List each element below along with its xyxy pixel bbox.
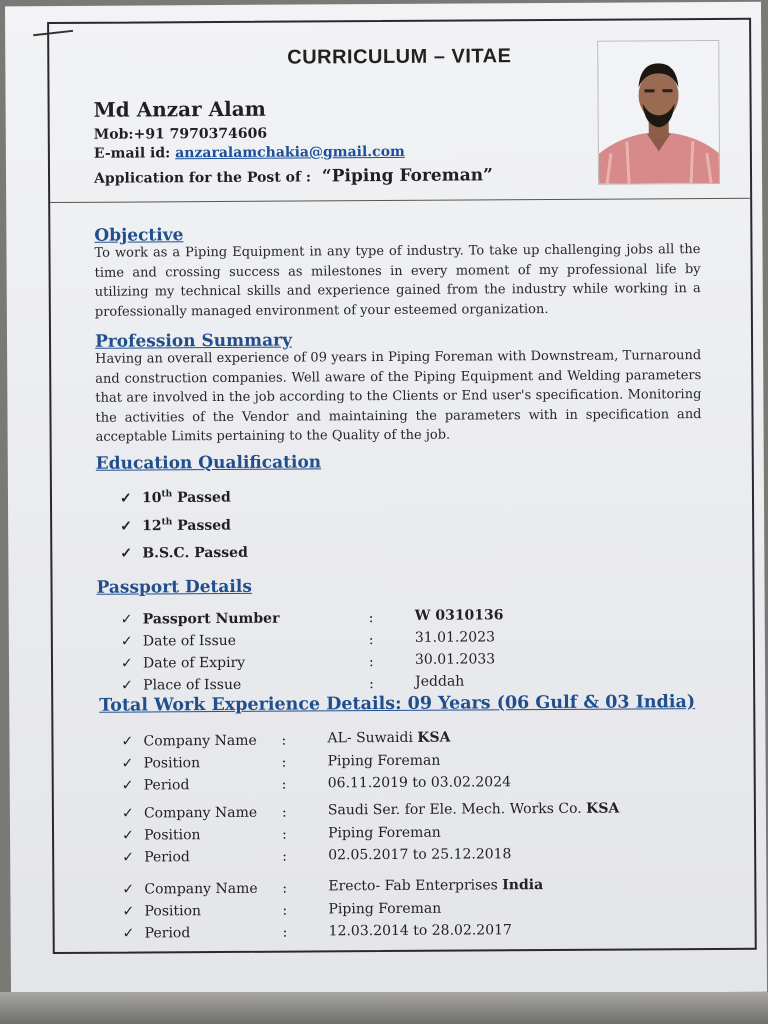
summary-heading: Profession Summary (94, 330, 292, 352)
candidate-name: Md Anzar Alam (93, 96, 266, 122)
check-icon: ✓ (122, 925, 135, 942)
check-icon: ✓ (120, 655, 133, 672)
passport-row (121, 633, 236, 650)
education-item: ✓ 10th Passed (119, 489, 231, 507)
colon: : (282, 848, 287, 865)
colon: : (369, 676, 374, 693)
education-item: ✓ B.S.C. Passed (120, 544, 248, 562)
objective-heading: Objective (94, 225, 184, 246)
header-divider (50, 198, 750, 203)
mobile-line (94, 126, 267, 143)
passport-row (121, 611, 280, 628)
job-position: Piping Foreman (327, 752, 441, 770)
check-icon: ✓ (122, 827, 134, 844)
colon: : (281, 732, 287, 749)
colon: : (281, 804, 287, 821)
email-link[interactable]: anzaralamchakia@gmail.com (175, 143, 405, 162)
colon: : (281, 776, 287, 793)
passport-value: 31.01.2023 (414, 629, 496, 646)
job-period: 12.03.2014 to 28.02.2017 (328, 922, 512, 940)
desk-surface (0, 992, 768, 1024)
job-company-row: ✓ Company Name (121, 804, 258, 822)
mobile-label: Mob: (93, 126, 134, 143)
check-icon: ✓ (122, 849, 134, 866)
job-company: AL- Suwaidi KSA (327, 729, 451, 747)
person-photo-icon (598, 41, 719, 184)
job-period-row: ✓ Period (122, 849, 190, 866)
check-icon: ✓ (120, 518, 132, 535)
passport-row (121, 655, 245, 672)
check-icon: ✓ (120, 633, 133, 650)
passport-value: W 0310136 (414, 607, 504, 624)
experience-heading: Total Work Experience Details: 09 Years (06 Gulf & 03 India) (99, 692, 696, 716)
job-position: Piping Foreman (327, 824, 441, 842)
colon: : (368, 632, 374, 649)
check-icon: ✓ (120, 545, 133, 562)
job-position: Piping Foreman (328, 900, 442, 918)
colon: : (368, 610, 374, 627)
colon: : (282, 902, 288, 919)
email-label: E-mail id: (93, 145, 176, 162)
job-company-row: ✓ Company Name (121, 732, 257, 750)
job-company-row: ✓ Company Name (122, 880, 258, 898)
check-icon: ✓ (121, 733, 134, 750)
passport-value: Jeddah (415, 673, 465, 690)
objective-text: To work as a Piping Equipment in any type of industry. To take up challenging jobs all the time and crossing success as milestones in every moment of my professional life by utilizing my technical skills and experience gained from the industry while working in a professionally managed environment of your esteemed organization. (94, 242, 701, 320)
job-period-row: ✓ Period (121, 777, 190, 794)
application-line (94, 165, 493, 187)
job-company: Saudi Ser. for Ele. Mech. Works Co. KSA (327, 800, 620, 819)
applied-post: “Piping Foreman” (321, 165, 493, 187)
check-icon: ✓ (122, 881, 135, 898)
check-icon: ✓ (121, 777, 134, 794)
passport-label: Place of Issue (143, 676, 242, 694)
colon: : (281, 754, 287, 771)
summary-text: Having an overall experience of 09 years in Piping Foreman with Downstream, Turnaround and construction companies. Well aware of the Piping Equipment and Welding parameters that are involved in the job according to the Clients or End user's specification. Monitoring the activities of the Vendor and maintaining the parameters with in specification and acceptable Limits pertaining to the Quality of the job. (95, 348, 702, 445)
job-position-row: ✓ Position (122, 903, 202, 920)
check-icon: ✓ (120, 611, 133, 628)
check-icon: ✓ (119, 490, 132, 507)
education-heading: Education Qualification (95, 452, 322, 474)
job-period: 02.05.2017 to 25.12.2018 (328, 846, 512, 864)
check-icon: ✓ (121, 755, 134, 772)
passport-label: Date of Expiry (142, 654, 246, 672)
job-period-row: ✓ Period (122, 925, 191, 942)
colon: : (282, 924, 288, 941)
passport-value: 30.01.2033 (414, 651, 496, 668)
colon: : (282, 880, 288, 897)
passport-label: Date of Issue (142, 632, 237, 650)
check-icon: ✓ (122, 903, 135, 920)
job-position-row: ✓ Position (122, 827, 201, 844)
apply-label: Application for the Post of : (93, 169, 316, 187)
job-period: 06.11.2019 to 03.02.2024 (327, 774, 512, 792)
passport-label: Passport Number (142, 610, 280, 628)
education-item: ✓ 12th Passed (120, 517, 231, 535)
resume-paper (5, 2, 767, 997)
job-company: Erecto- Fab Enterprises India (328, 877, 544, 895)
passport-heading: Passport Details (96, 576, 252, 598)
job-position-row: ✓ Position (121, 755, 201, 772)
colon: : (368, 654, 374, 671)
profile-photo (597, 40, 720, 185)
email-line (94, 144, 405, 162)
page-frame (47, 18, 757, 954)
passport-row (121, 677, 241, 694)
colon: : (281, 826, 287, 843)
check-icon: ✓ (121, 805, 134, 822)
cv-title: CURRICULUM – VITAE (287, 45, 512, 69)
mobile-number: +91 7970374606 (133, 125, 268, 143)
check-icon: ✓ (121, 677, 133, 694)
